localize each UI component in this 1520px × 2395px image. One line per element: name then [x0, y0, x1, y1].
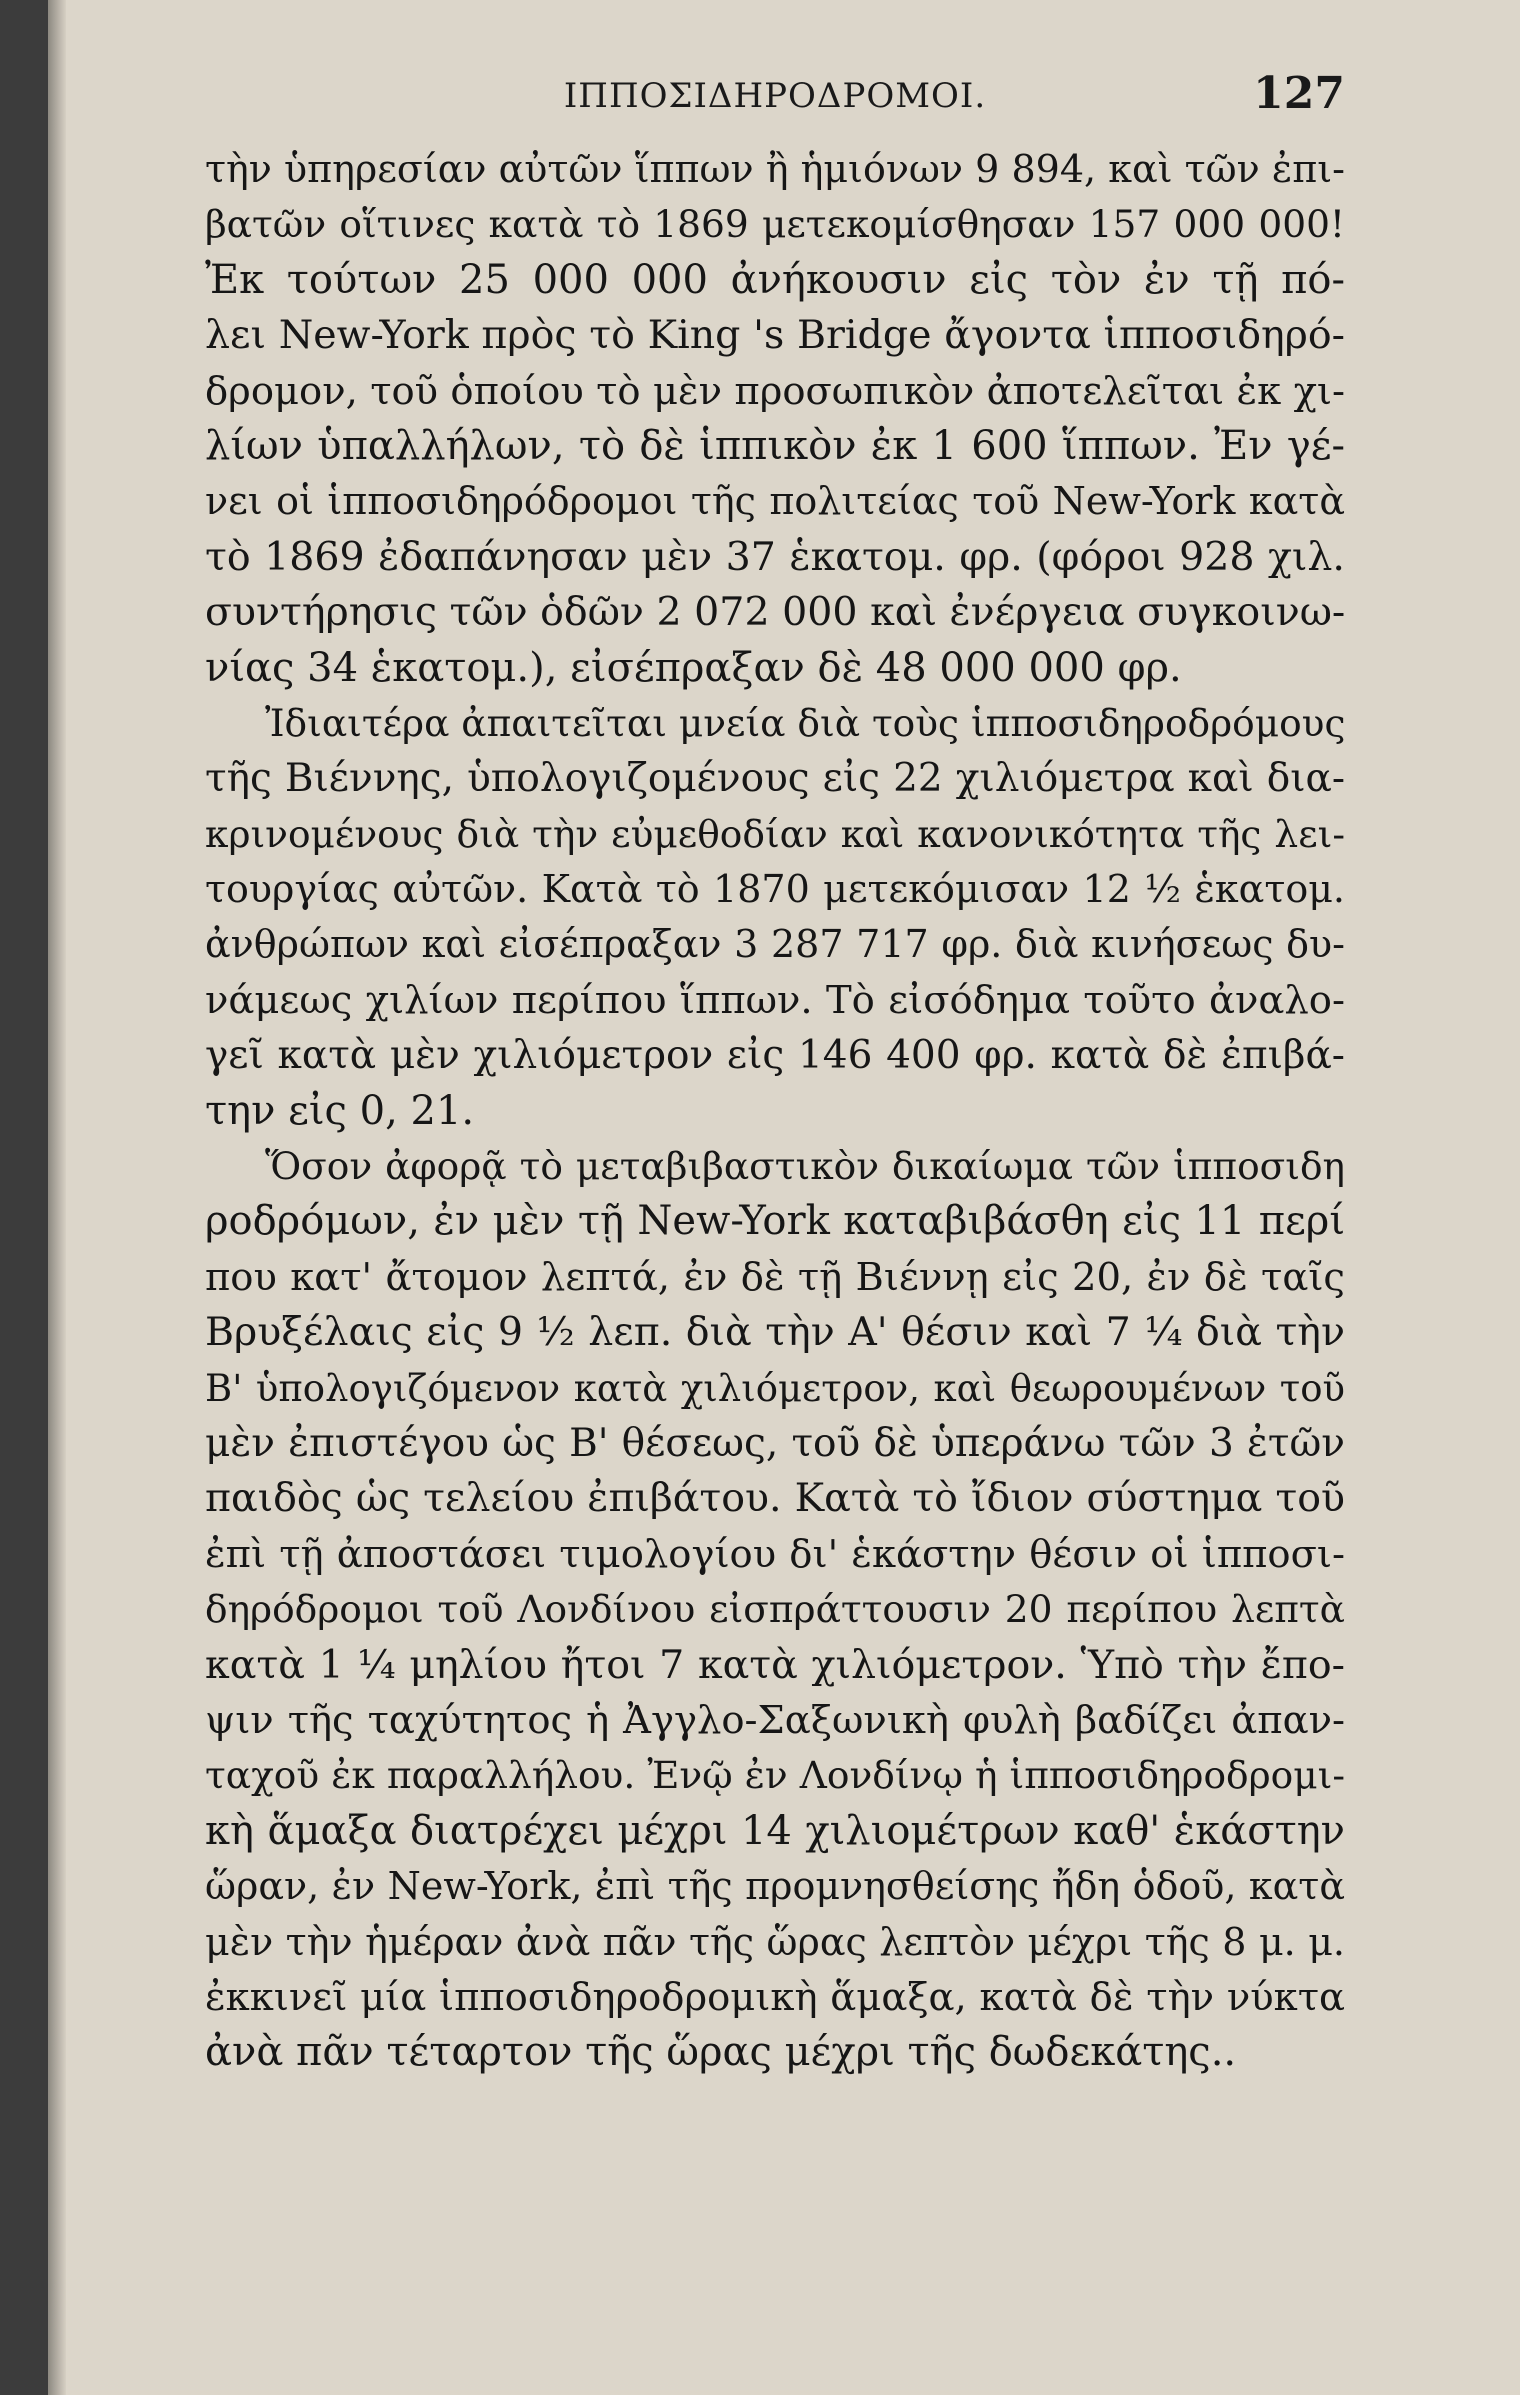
text-line: γεῖ κατὰ μὲν χιλιόμετρον εἰς 146 400 φρ. κατὰ δὲ ἐπιβά-: [205, 1033, 1345, 1079]
text-line: κατὰ 1 ¼ μηλίου ἤτοι 7 κατὰ χιλιόμετρον. Ὑπὸ τὴν ἔπο-: [205, 1641, 1345, 1688]
text-line: ἐκκινεῖ μία ἱπποσιδηροδρομικὴ ἅμαξα, κατὰ δὲ τὴν νύκτα: [205, 1974, 1345, 2020]
page-number: 127: [1253, 68, 1345, 119]
paragraph-start-line: Ἰδιαιτέρα ἀπαιτεῖται μνεία διὰ τοὺς ἱπποσιδηροδρόμους: [265, 700, 1345, 745]
text-line: ροδρόμων, ἐν μὲν τῇ New-York καταβιβάσθη εἰς 11 περί: [205, 1198, 1345, 1245]
body-text: [205, 142, 1345, 2081]
text-line: τουργίας αὐτῶν. Κατὰ τὸ 1870 μετεκόμισαν 12 ½ ἑκατομ.: [205, 867, 1345, 912]
text-line: μὲν τὴν ἡμέραν ἀνὰ πᾶν τῆς ὥρας λεπτὸν μέχρι τῆς 8 μ. μ.: [205, 1919, 1345, 1964]
text-line: ἀνὰ πᾶν τέταρτον τῆς ὥρας μέχρι τῆς δωδεκάτης..: [205, 2029, 1237, 2076]
text-line: νάμεως χιλίων περίπου ἵππων. Τὸ εἰσόδημα τοῦτο ἀναλο-: [205, 977, 1345, 1023]
text-line: Β' ὑπολογιζόμενον κατὰ χιλιόμετρον, καὶ θεωρουμένων τοῦ: [205, 1366, 1345, 1410]
page-header: [205, 68, 1345, 138]
text-line: παιδὸς ὡς τελείου ἐπιβάτου. Κατὰ τὸ ἴδιον σύστημα τοῦ: [205, 1475, 1345, 1522]
text-line: ψιν τῆς ταχύτητος ἡ Ἀγγλο-Σαξωνικὴ φυλὴ βαδίζει ἀπαν-: [205, 1697, 1345, 1743]
text-line: τῆς Βιέννης, ὑπολογιζομένους εἰς 22 χιλιόμετρα καὶ δια-: [205, 756, 1345, 802]
running-head: ΙΠΠΟΣΙΔΗΡΟΔΡΟΜΟΙ.: [563, 76, 987, 116]
page-gutter: [48, 0, 66, 2395]
text-line: ἐπὶ τῇ ἀποστάσει τιμολογίου δι' ἑκάστην θέσιν οἱ ἱπποσι-: [205, 1531, 1345, 1577]
text-line: τὸ 1869 ἐδαπάνησαν μὲν 37 ἑκατομ. φρ. (φόροι 928 χιλ.: [205, 533, 1345, 580]
text-line: που κατ' ἄτομον λεπτά, ἐν δὲ τῇ Βιέννῃ εἰς 20, ἐν δὲ ταῖς: [205, 1254, 1345, 1300]
text-line: συντήρησις τῶν ὁδῶν 2 072 000 καὶ ἐνέργεια συγκοινω-: [205, 589, 1345, 636]
text-line: την εἰς 0, 21.: [205, 1087, 475, 1134]
text-line: νίας 34 ἑκατομ.), εἰσέπραξαν δὲ 48 000 000 φρ.: [205, 644, 1182, 691]
text-line: δηρόδρομοι τοῦ Λονδίνου εἰσπράττουσιν 20 περίπου λεπτὰ: [205, 1587, 1345, 1632]
text-line: Βρυξέλαις εἰς 9 ½ λεπ. διὰ τὴν Α' θέσιν καὶ 7 ¼ διὰ τὴν: [205, 1309, 1345, 1356]
text-line: λίων ὑπαλλήλων, τὸ δὲ ἱππικὸν ἐκ 1 600 ἵππων. Ἐν γέ-: [205, 422, 1345, 469]
text-line: Ἐκ τούτων 25 000 000 ἀνήκουσιν εἰς τὸν ἐν τῇ πό-: [205, 256, 1345, 303]
text-line: κρινομένους διὰ τὴν εὐμεθοδίαν καὶ κανονικότητα τῆς λει-: [205, 811, 1345, 856]
text-line: δρομον, τοῦ ὁποίου τὸ μὲν προσωπικὸν ἀποτελεῖται ἐκ χι-: [205, 368, 1345, 414]
paragraph-start-line: Ὅσον ἀφορᾷ τὸ μεταβιβαστικὸν δικαίωμα τῶν ἱπποσιδη: [265, 1144, 1345, 1189]
text-line: βατῶν οἵτινες κατὰ τὸ 1869 μετεκομίσθησαν 157 000 000!: [205, 202, 1345, 247]
text-line: νει οἱ ἱπποσιδηρόδρομοι τῆς πολιτείας τοῦ New-York κατὰ: [205, 479, 1345, 524]
text-line: τὴν ὑπηρεσίαν αὐτῶν ἵππων ἢ ἡμιόνων 9 894, καὶ τῶν ἐπι-: [205, 147, 1345, 191]
text-line: κὴ ἅμαξα διατρέχει μέχρι 14 χιλιομέτρων καθ' ἑκάστην: [205, 1807, 1345, 1854]
text-line: ὥραν, ἐν New-York, ἐπὶ τῆς προμνησθείσης ἤδη ὁδοῦ, κατὰ: [205, 1864, 1345, 1909]
book-binding-shadow: [0, 0, 48, 2395]
text-line: λει New-York πρὸς τὸ King 's Bridge ἄγοντα ἱπποσιδηρό-: [205, 312, 1345, 359]
text-line: ἀνθρώπων καὶ εἰσέπραξαν 3 287 717 φρ. διὰ κινήσεως δυ-: [205, 922, 1345, 967]
text-line: μὲν ἐπιστέγου ὡς Β' θέσεως, τοῦ δὲ ὑπεράνω τῶν 3 ἐτῶν: [205, 1420, 1345, 1466]
text-line: ταχοῦ ἐκ παραλλήλου. Ἐνῷ ἐν Λονδίνῳ ἡ ἱπποσιδηροδρομι-: [205, 1753, 1345, 1798]
